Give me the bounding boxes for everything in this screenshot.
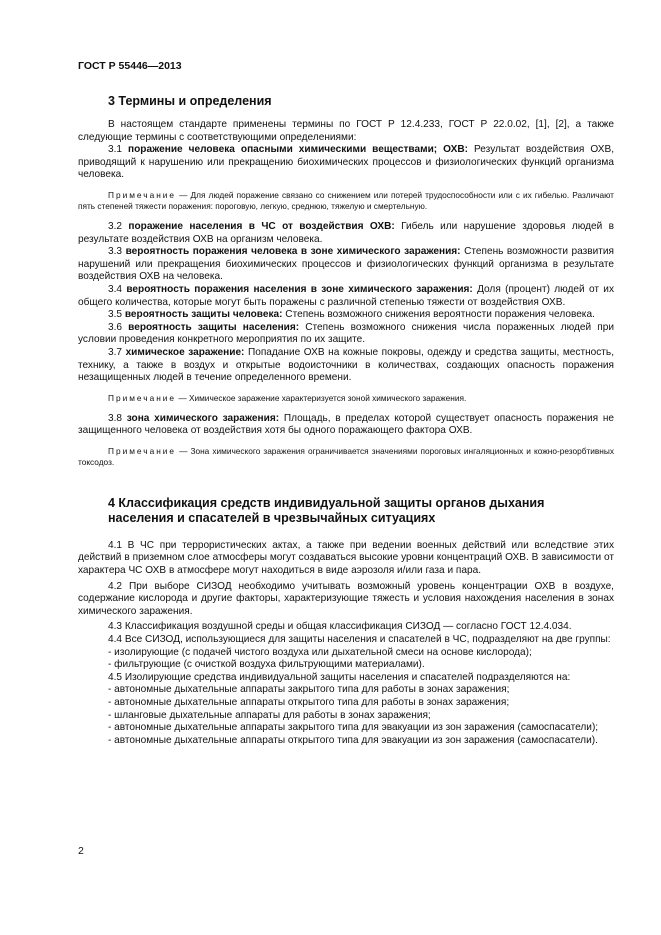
note-2: Примечание — Химическое заражение характеризуется зоной химического заражения. bbox=[108, 392, 467, 403]
list-item: - фильтрующие (с очисткой воздуха фильтрующими материалами). bbox=[108, 659, 425, 671]
page-number: 2 bbox=[78, 845, 84, 857]
list-item: - автономные дыхательные аппараты открытого типа для работы в зонах заражения; bbox=[108, 697, 510, 708]
list-item: - автономные дыхательные аппараты закрытого типа для работы в зонах заражения; bbox=[108, 684, 510, 696]
term-3-4: 3.4 вероятность поражения населения в зоне химического заражения: Доля (процент) людей от их общего количества, которые могут быть поражены с различной степенью тяжести от воздействия ОХВ. bbox=[78, 283, 614, 308]
term-3-5: 3.5 вероятность защиты человека: Степень возможного снижения вероятности поражения человека. bbox=[108, 309, 595, 321]
clause-4-3: 4.3 Классификация воздушной среды и общая классификация СИЗОД — согласно ГОСТ 12.4.034. bbox=[108, 621, 572, 633]
clause-4-5: 4.5 Изолирующие средства индивидуальной защиты населения и спасателей подразделяются на: bbox=[108, 671, 571, 683]
page-content bbox=[78, 94, 614, 747]
document-id: ГОСТ Р 55446—2013 bbox=[78, 60, 182, 72]
list-item: - изолирующие (с подачей чистого воздуха или дыхательной смеси на основе кислорода); bbox=[108, 646, 532, 658]
note-1: Примечание — Для людей поражение связано со снижением или потерей трудоспособности или с их гибелью. Различают пять степеней тяжести поражения: пороговую, легкую, среднюю, тяжелую и смертельную. bbox=[78, 189, 614, 211]
list-item: - автономные дыхательные аппараты закрытого типа для эвакуации из зон заражения (самоспасатели); bbox=[108, 722, 599, 734]
term-3-1: 3.1 поражение человека опасными химическими веществами; ОХВ: Результат воздействия ОХВ, приводящий к нарушению или прекращению биохимических процессов и физиологических функций организма человека. bbox=[78, 144, 615, 181]
term-3-3: 3.3 вероятность поражения человека в зоне химического заражения: Степень возможности развития нарушений или прекращения биохимических процессов и физиологических функций организма в результате воздействия ОХВ на человека. bbox=[78, 246, 614, 283]
clause-4-2: 4.2 При выборе СИЗОД необходимо учитывать возможный уровень концентрации ОХВ в воздухе, содержание кислорода и другие факторы, характеризующие тяжесть и условия нахождения населения в зонах химического заражения. bbox=[78, 580, 614, 617]
list-item: - автономные дыхательные аппараты открытого типа для эвакуации из зон заражения (самоспасатели). bbox=[108, 734, 598, 746]
term-3-6: 3.6 вероятность защиты населения: Степень возможного снижения числа пораженных людей при условии проведения конкретного мероприятия по их защите. bbox=[78, 321, 614, 346]
section-3-intro: В настоящем стандарте применены термины по ГОСТ Р 12.4.233, ГОСТ Р 22.0.02, [1], [2], а также следующие термины с соответствующими определениями: bbox=[78, 119, 614, 143]
list-item: - шланговые дыхательные аппараты для работы в зонах заражения; bbox=[108, 709, 431, 721]
term-3-7: 3.7 химическое заражение: Попадание ОХВ на кожные покровы, одежду и средства защиты, местность, технику, а также в воздух и открытые водоисточники в количествах, создающих опасность поражения незащищенных людей в течение определенного времени. bbox=[78, 346, 614, 384]
clause-4-4: 4.4 Все СИЗОД, использующиеся для защиты населения и спасателей в ЧС, подразделяют на две группы: bbox=[108, 634, 611, 646]
note-3: Примечание — Зона химического заражения ограничивается значениями пороговых ингаляционных и кожно-резорбтивных токсодоз. bbox=[78, 445, 614, 467]
section-3-title: 3 Термины и определения bbox=[108, 94, 272, 108]
section-4-title: 4 Классификация средств индивидуальной защиты органов дыхания населения и спасателей в чрезвычайных ситуациях bbox=[108, 495, 545, 525]
clause-4-1: 4.1 В ЧС при террористических актах, а также при ведении военных действий или вследствие этих действий в приземном слое атмосферы могут создаваться высокие уровни концентраций ОХВ. В зависимости от характера ЧС ОХВ в атмосфере могут находиться в виде аэрозоля и/или газа и пара. bbox=[78, 539, 614, 577]
term-3-8: 3.8 зона химического заражения: Площадь, в пределах которой существует опасность поражения не защищенного человека от воздействия хотя бы одного поражающего фактора ОХВ. bbox=[78, 412, 615, 437]
term-3-2: 3.2 поражение населения в ЧС от воздействия ОХВ: Гибель или нарушение здоровья людей в результате воздействия ОХВ на организм человека. bbox=[78, 220, 614, 245]
